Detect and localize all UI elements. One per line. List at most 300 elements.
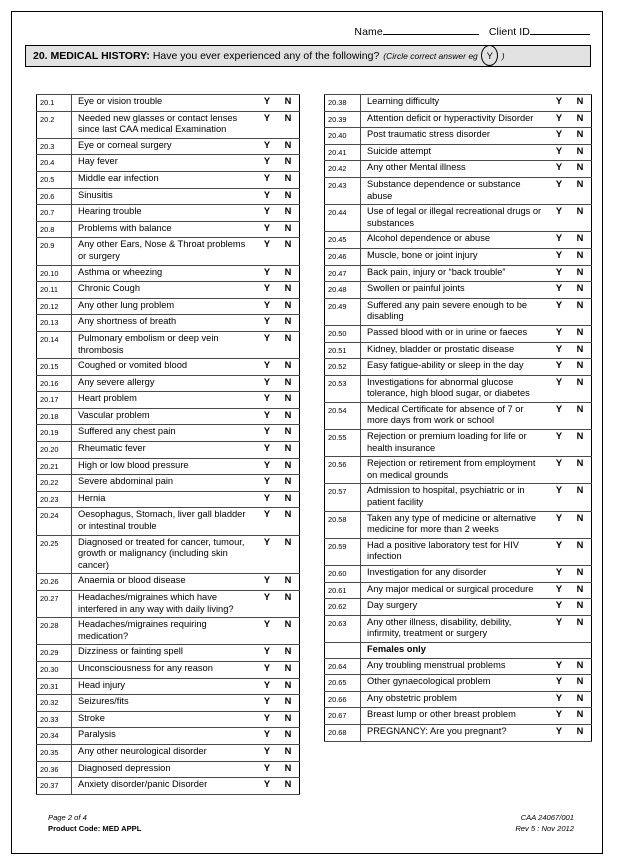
answer-no-option[interactable]: N — [277, 508, 300, 535]
table-row — [37, 298, 300, 315]
answer-no-option[interactable]: N — [569, 298, 592, 325]
answer-no-option[interactable]: N — [569, 708, 592, 725]
answer-yes-option[interactable]: Y — [257, 761, 277, 778]
answer-no-option[interactable]: N — [569, 691, 592, 708]
answer-no-option[interactable]: N — [277, 728, 300, 745]
table-row — [37, 761, 300, 778]
name-input-blank[interactable] — [383, 34, 479, 35]
answer-no-option[interactable]: N — [277, 315, 300, 332]
answer-no-option[interactable]: N — [569, 342, 592, 359]
answer-yes-option[interactable]: Y — [257, 591, 277, 618]
answer-no-option[interactable]: N — [277, 761, 300, 778]
question-number: 20.57 — [325, 484, 361, 511]
answer-no-option[interactable]: N — [277, 238, 300, 265]
table-row — [325, 128, 592, 145]
table-row — [37, 265, 300, 282]
answer-no-option[interactable]: N — [277, 591, 300, 618]
answer-yes-option[interactable]: Y — [549, 538, 569, 565]
section-number: 20. MEDICAL HISTORY: — [33, 50, 150, 62]
answer-yes-option[interactable]: Y — [257, 188, 277, 205]
answer-yes-option[interactable]: Y — [257, 138, 277, 155]
table-row — [37, 678, 300, 695]
answer-no-option[interactable]: N — [569, 325, 592, 342]
question-number: 20.9 — [37, 238, 72, 265]
table-row — [325, 342, 592, 359]
answer-no-option[interactable]: N — [277, 221, 300, 238]
answer-yes-option[interactable]: Y — [257, 678, 277, 695]
table-row — [325, 675, 592, 692]
answer-yes-option[interactable]: Y — [257, 508, 277, 535]
question-number: 20.42 — [325, 161, 361, 178]
table-row — [325, 265, 592, 282]
answer-no-option[interactable]: N — [569, 615, 592, 642]
question-text: Pulmonary embolism or deep vein thrombosis — [72, 331, 258, 358]
question-number: 20.20 — [37, 442, 72, 459]
answer-no-option[interactable]: N — [569, 359, 592, 376]
question-text: High or low blood pressure — [72, 458, 258, 475]
question-number: 20.62 — [325, 599, 361, 616]
answer-yes-option[interactable]: Y — [257, 331, 277, 358]
answer-yes-option[interactable]: Y — [257, 491, 277, 508]
question-number: 20.6 — [37, 188, 72, 205]
question-number: 20.12 — [37, 298, 72, 315]
question-text: Easy fatigue-ability or sleep in the day — [361, 359, 550, 376]
answer-yes-option[interactable]: Y — [257, 425, 277, 442]
answer-yes-option[interactable]: Y — [549, 582, 569, 599]
table-row — [37, 458, 300, 475]
question-text: Diagnosed or treated for cancer, tumour, growth or malignancy (including skin cancer) — [72, 535, 258, 574]
answer-no-option[interactable]: N — [277, 711, 300, 728]
question-number: 20.61 — [325, 582, 361, 599]
answer-no-option[interactable]: N — [569, 144, 592, 161]
answer-yes-option[interactable]: Y — [549, 265, 569, 282]
question-text: Middle ear infection — [72, 171, 258, 188]
question-number: 20.17 — [37, 392, 72, 409]
answer-no-option[interactable]: N — [277, 331, 300, 358]
table-subheader-row — [325, 642, 592, 658]
question-text: Substance dependence or substance abuse — [361, 177, 550, 204]
answer-yes-option[interactable]: Y — [257, 661, 277, 678]
question-text: Unconsciousness for any reason — [72, 661, 258, 678]
table-row — [37, 535, 300, 574]
table-row — [37, 591, 300, 618]
table-row — [37, 221, 300, 238]
question-number: 20.15 — [37, 359, 72, 376]
answer-yes-option[interactable]: Y — [257, 95, 277, 112]
question-text: Muscle, bone or joint injury — [361, 248, 550, 265]
question-text: Vascular problem — [72, 408, 258, 425]
answer-yes-option[interactable]: Y — [549, 724, 569, 741]
question-number: 20.53 — [325, 375, 361, 402]
answer-yes-option[interactable]: Y — [257, 408, 277, 425]
question-text: Suffered any chest pain — [72, 425, 258, 442]
question-number: 20.59 — [325, 538, 361, 565]
answer-yes-option[interactable]: Y — [257, 238, 277, 265]
answer-no-option[interactable]: N — [569, 111, 592, 128]
answer-yes-option[interactable]: Y — [549, 298, 569, 325]
answer-no-option[interactable]: N — [277, 95, 300, 112]
table-row — [37, 408, 300, 425]
answer-yes-option[interactable]: Y — [257, 282, 277, 299]
answer-no-option[interactable]: N — [277, 744, 300, 761]
answer-yes-option[interactable]: Y — [257, 535, 277, 574]
question-number: 20.65 — [325, 675, 361, 692]
answer-yes-option[interactable]: Y — [549, 511, 569, 538]
answer-yes-option[interactable]: Y — [257, 618, 277, 645]
question-text: Severe abdominal pain — [72, 475, 258, 492]
question-text: Anxiety disorder/panic Disorder — [72, 778, 258, 795]
table-row — [37, 138, 300, 155]
empty-cell — [569, 642, 592, 658]
answer-yes-option[interactable]: Y — [549, 457, 569, 484]
table-row — [325, 205, 592, 232]
answer-no-option[interactable]: N — [569, 177, 592, 204]
question-text: Any shortness of breath — [72, 315, 258, 332]
answer-no-option[interactable]: N — [277, 645, 300, 662]
answer-no-option[interactable]: N — [277, 298, 300, 315]
table-row — [37, 392, 300, 409]
answer-no-option[interactable]: N — [277, 392, 300, 409]
answer-no-option[interactable]: N — [277, 574, 300, 591]
question-number: 20.24 — [37, 508, 72, 535]
question-text: Any other neurological disorder — [72, 744, 258, 761]
answer-yes-option[interactable]: Y — [257, 711, 277, 728]
answer-no-option[interactable]: N — [569, 248, 592, 265]
answer-no-option[interactable]: N — [569, 675, 592, 692]
question-number: 20.47 — [325, 265, 361, 282]
question-number: 20.4 — [37, 155, 72, 172]
answer-yes-option[interactable]: Y — [257, 265, 277, 282]
question-text: Hay fever — [72, 155, 258, 172]
hint-example-letter: Y — [486, 50, 493, 62]
answer-yes-option[interactable]: Y — [549, 111, 569, 128]
table-row — [325, 144, 592, 161]
table-row — [325, 111, 592, 128]
answer-yes-option[interactable]: Y — [257, 155, 277, 172]
table-row — [37, 475, 300, 492]
answer-yes-option[interactable]: Y — [257, 442, 277, 459]
answer-yes-option[interactable]: Y — [257, 728, 277, 745]
question-number: 20.49 — [325, 298, 361, 325]
question-text: Diagnosed depression — [72, 761, 258, 778]
table-row — [37, 359, 300, 376]
table-row — [325, 95, 592, 112]
question-text: Any other Ears, Nose & Throat problems or surgery — [72, 238, 258, 265]
answer-yes-option[interactable]: Y — [257, 205, 277, 222]
answer-no-option[interactable]: N — [277, 205, 300, 222]
table-row — [325, 177, 592, 204]
question-number: 20.36 — [37, 761, 72, 778]
answer-yes-option[interactable]: Y — [549, 430, 569, 457]
question-number: 20.22 — [37, 475, 72, 492]
table-row — [37, 111, 300, 138]
question-text: Coughed or vomited blood — [72, 359, 258, 376]
answer-no-option[interactable]: N — [569, 457, 592, 484]
answer-no-option[interactable]: N — [569, 566, 592, 583]
answer-yes-option[interactable]: Y — [549, 177, 569, 204]
question-text: Chronic Cough — [72, 282, 258, 299]
question-text: Hearing trouble — [72, 205, 258, 222]
answer-no-option[interactable]: N — [277, 458, 300, 475]
table-row — [325, 282, 592, 299]
answer-no-option[interactable]: N — [569, 484, 592, 511]
table-row — [37, 661, 300, 678]
question-number: 20.1 — [37, 95, 72, 112]
answer-yes-option[interactable]: Y — [257, 645, 277, 662]
question-text: Taken any type of medicine or alternative medicine for more than 2 weeks — [361, 511, 550, 538]
table-row — [325, 232, 592, 249]
answer-no-option[interactable]: N — [277, 695, 300, 712]
question-number: 20.51 — [325, 342, 361, 359]
question-text: Heart problem — [72, 392, 258, 409]
table-row — [37, 282, 300, 299]
table-row — [37, 188, 300, 205]
question-text: Head injury — [72, 678, 258, 695]
question-text: Back pain, injury or “back trouble” — [361, 265, 550, 282]
answer-yes-option[interactable]: Y — [549, 248, 569, 265]
table-row — [325, 457, 592, 484]
table-row — [325, 298, 592, 325]
answer-yes-option[interactable]: Y — [257, 744, 277, 761]
question-number: 20.7 — [37, 205, 72, 222]
medical-history-table-left — [36, 94, 300, 795]
question-number: 20.43 — [325, 177, 361, 204]
answer-no-option[interactable]: N — [277, 475, 300, 492]
medical-history-table-right — [324, 94, 592, 742]
answer-yes-option[interactable]: Y — [549, 128, 569, 145]
question-text: Eye or corneal surgery — [72, 138, 258, 155]
answer-no-option[interactable]: N — [277, 375, 300, 392]
question-text: Suffered any pain severe enough to be disabling — [361, 298, 550, 325]
section-question: Have you ever experienced any of the following? — [152, 50, 380, 62]
answer-yes-option[interactable]: Y — [549, 615, 569, 642]
answer-yes-option[interactable]: Y — [549, 566, 569, 583]
question-number: 20.11 — [37, 282, 72, 299]
question-number: 20.37 — [37, 778, 72, 795]
answer-no-option[interactable]: N — [277, 535, 300, 574]
question-number: 20.44 — [325, 205, 361, 232]
answer-no-option[interactable]: N — [277, 425, 300, 442]
question-number: 20.48 — [325, 282, 361, 299]
circled-yes-example — [479, 51, 501, 62]
answer-yes-option[interactable]: Y — [549, 359, 569, 376]
answer-no-option[interactable]: N — [277, 661, 300, 678]
question-number: 20.67 — [325, 708, 361, 725]
question-text: Other gynaecological problem — [361, 675, 550, 692]
question-number: 20.29 — [37, 645, 72, 662]
question-text: Investigation for any disorder — [361, 566, 550, 583]
section-header-bar — [25, 45, 591, 67]
question-text: Post traumatic stress disorder — [361, 128, 550, 145]
answer-no-option[interactable]: N — [569, 582, 592, 599]
answer-no-option[interactable]: N — [569, 599, 592, 616]
question-number: 20.56 — [325, 457, 361, 484]
question-number: 20.18 — [37, 408, 72, 425]
table-row — [37, 645, 300, 662]
answer-no-option[interactable]: N — [569, 402, 592, 429]
question-number: 20.21 — [37, 458, 72, 475]
question-text: Had a positive laboratory test for HIV infection — [361, 538, 550, 565]
table-row — [37, 155, 300, 172]
answer-yes-option[interactable]: Y — [549, 691, 569, 708]
answer-no-option[interactable]: N — [277, 155, 300, 172]
answer-yes-option[interactable]: Y — [257, 778, 277, 795]
question-number: 20.63 — [325, 615, 361, 642]
answer-yes-option[interactable]: Y — [549, 232, 569, 249]
question-number: 20.33 — [37, 711, 72, 728]
answer-yes-option[interactable]: Y — [549, 675, 569, 692]
question-text: Swollen or painful joints — [361, 282, 550, 299]
question-number: 20.5 — [37, 171, 72, 188]
answer-no-option[interactable]: N — [277, 282, 300, 299]
question-number: 20.19 — [37, 425, 72, 442]
answer-yes-option[interactable]: Y — [257, 392, 277, 409]
question-text: Any obstetric problem — [361, 691, 550, 708]
question-text: Any other lung problem — [72, 298, 258, 315]
answer-no-option[interactable]: N — [277, 778, 300, 795]
question-text: Asthma or wheezing — [72, 265, 258, 282]
table-row — [325, 582, 592, 599]
hint-prefix: (Circle correct answer eg — [383, 50, 478, 61]
table-row — [325, 484, 592, 511]
revision-date: Rev 5 : Nov 2012 — [515, 823, 574, 833]
answer-no-option[interactable]: N — [277, 111, 300, 138]
answer-yes-option[interactable]: Y — [257, 111, 277, 138]
question-number: 20.25 — [37, 535, 72, 574]
answer-yes-option[interactable]: Y — [257, 171, 277, 188]
answer-yes-option[interactable]: Y — [549, 205, 569, 232]
answer-yes-option[interactable]: Y — [549, 282, 569, 299]
answer-no-option[interactable]: N — [569, 232, 592, 249]
answer-no-option[interactable]: N — [569, 161, 592, 178]
form-page — [11, 11, 603, 854]
footer-left-block — [48, 813, 141, 834]
answer-no-option[interactable]: N — [569, 658, 592, 675]
answer-yes-option[interactable]: Y — [257, 574, 277, 591]
question-text: Passed blood with or in urine or faeces — [361, 325, 550, 342]
answer-yes-option[interactable]: Y — [257, 375, 277, 392]
question-number: 20.39 — [325, 111, 361, 128]
answer-yes-option[interactable]: Y — [549, 144, 569, 161]
question-number: 20.28 — [37, 618, 72, 645]
answer-yes-option[interactable]: Y — [257, 475, 277, 492]
question-number — [325, 642, 361, 658]
answer-no-option[interactable]: N — [569, 205, 592, 232]
question-text: Attention deficit or hyperactivity Disorder — [361, 111, 550, 128]
question-number: 20.31 — [37, 678, 72, 695]
answer-yes-option[interactable]: Y — [549, 402, 569, 429]
answer-no-option[interactable]: N — [569, 724, 592, 741]
question-text: Any severe allergy — [72, 375, 258, 392]
answer-no-option[interactable]: N — [569, 375, 592, 402]
answer-yes-option[interactable]: Y — [549, 658, 569, 675]
table-row — [37, 574, 300, 591]
answer-no-option[interactable]: N — [277, 359, 300, 376]
table-row — [37, 171, 300, 188]
answer-no-option[interactable]: N — [569, 511, 592, 538]
table-row — [325, 248, 592, 265]
question-number: 20.55 — [325, 430, 361, 457]
client-id-input-blank[interactable] — [530, 34, 590, 35]
answer-yes-option[interactable]: Y — [257, 695, 277, 712]
answer-no-option[interactable]: N — [569, 265, 592, 282]
question-text: Day surgery — [361, 599, 550, 616]
answer-yes-option[interactable]: Y — [549, 342, 569, 359]
question-number: 20.2 — [37, 111, 72, 138]
answer-yes-option[interactable]: Y — [549, 161, 569, 178]
question-number: 20.16 — [37, 375, 72, 392]
question-text: Headaches/migraines which have interfered in any way with daily living? — [72, 591, 258, 618]
question-number: 20.46 — [325, 248, 361, 265]
answer-no-option[interactable]: N — [569, 538, 592, 565]
name-label: Name — [354, 26, 383, 38]
circle-icon — [481, 45, 498, 66]
answer-yes-option[interactable]: Y — [549, 375, 569, 402]
question-number: 20.60 — [325, 566, 361, 583]
answer-yes-option[interactable]: Y — [549, 325, 569, 342]
answer-yes-option[interactable]: Y — [257, 458, 277, 475]
answer-no-option[interactable]: N — [277, 138, 300, 155]
table-row — [37, 744, 300, 761]
answer-no-option[interactable]: N — [569, 282, 592, 299]
table-row — [37, 425, 300, 442]
question-text: Headaches/migraines requiring medication? — [72, 618, 258, 645]
question-number: 20.14 — [37, 331, 72, 358]
table-row — [325, 161, 592, 178]
section-hint — [383, 51, 504, 62]
answer-yes-option[interactable]: Y — [257, 359, 277, 376]
question-text: Any troubling menstrual problems — [361, 658, 550, 675]
answer-yes-option[interactable]: Y — [257, 315, 277, 332]
question-number: 20.52 — [325, 359, 361, 376]
answer-no-option[interactable]: N — [277, 188, 300, 205]
answer-yes-option[interactable]: Y — [257, 221, 277, 238]
answer-no-option[interactable]: N — [277, 678, 300, 695]
answer-yes-option[interactable]: Y — [549, 484, 569, 511]
answer-no-option[interactable]: N — [569, 128, 592, 145]
answer-no-option[interactable]: N — [277, 408, 300, 425]
answer-no-option[interactable]: N — [277, 265, 300, 282]
answer-no-option[interactable]: N — [569, 430, 592, 457]
table-row — [37, 205, 300, 222]
table-row — [37, 618, 300, 645]
answer-no-option[interactable]: N — [277, 491, 300, 508]
question-number: 20.68 — [325, 724, 361, 741]
answer-yes-option[interactable]: Y — [257, 298, 277, 315]
question-text: Any major medical or surgical procedure — [361, 582, 550, 599]
table-row — [37, 508, 300, 535]
answer-no-option[interactable]: N — [277, 171, 300, 188]
question-text: Anaemia or blood disease — [72, 574, 258, 591]
table-row — [37, 491, 300, 508]
question-number: 20.54 — [325, 402, 361, 429]
identification-line — [354, 26, 590, 38]
page-number: Page 2 of 4 — [48, 813, 87, 822]
question-number: 20.23 — [37, 491, 72, 508]
question-text: PREGNANCY: Are you pregnant? — [361, 724, 550, 741]
question-text: Medical Certificate for absence of 7 or more days from work or school — [361, 402, 550, 429]
answer-no-option[interactable]: N — [277, 618, 300, 645]
answer-yes-option[interactable]: Y — [549, 708, 569, 725]
answer-no-option[interactable]: N — [569, 95, 592, 112]
answer-yes-option[interactable]: Y — [549, 95, 569, 112]
table-row — [325, 708, 592, 725]
answer-yes-option[interactable]: Y — [549, 599, 569, 616]
table-row — [325, 359, 592, 376]
answer-no-option[interactable]: N — [277, 442, 300, 459]
question-number: 20.38 — [325, 95, 361, 112]
hint-suffix: ) — [501, 50, 505, 61]
